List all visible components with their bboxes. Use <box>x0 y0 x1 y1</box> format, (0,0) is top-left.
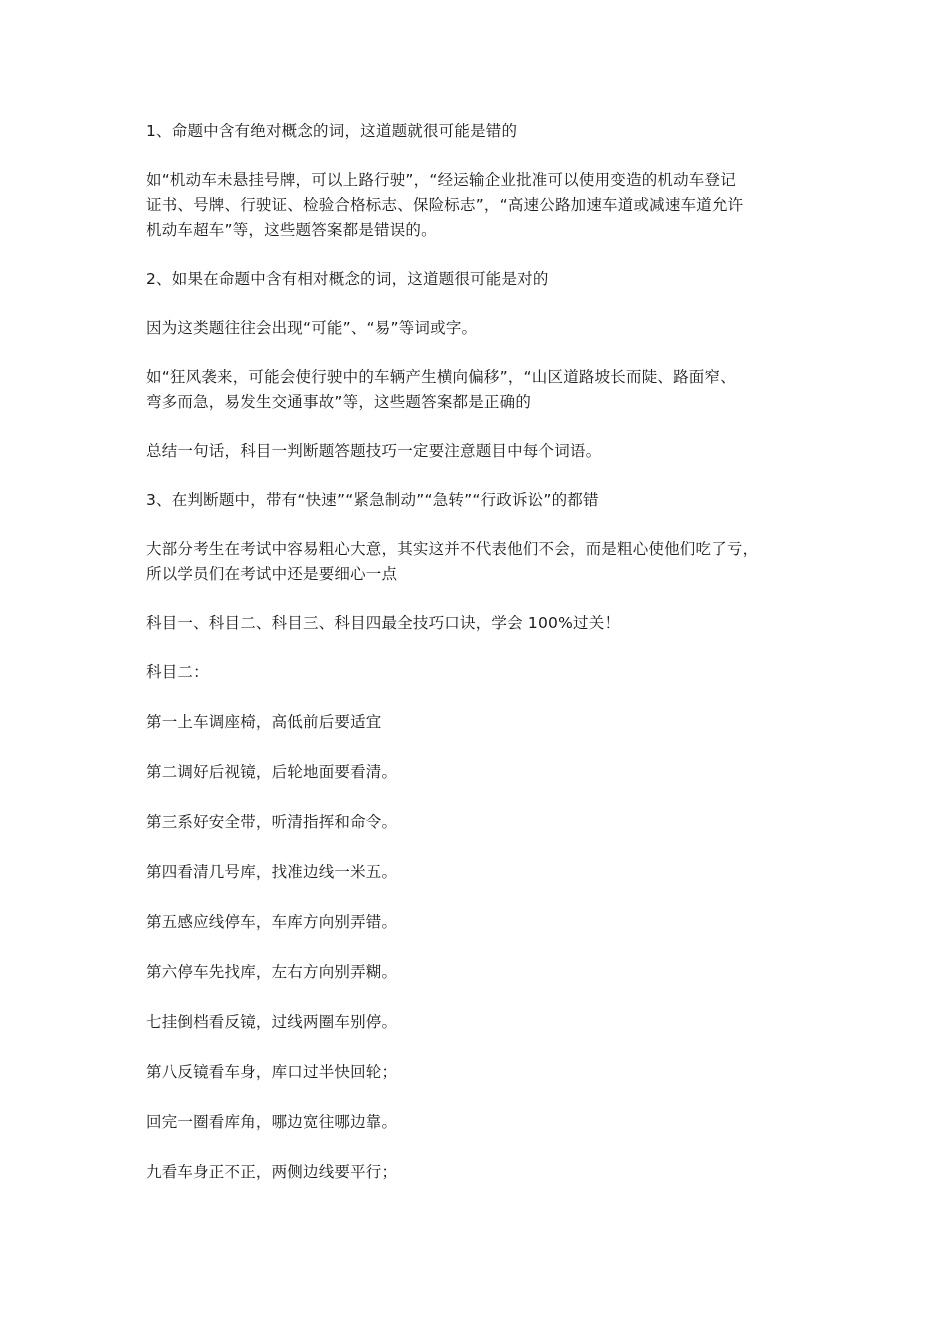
text-line: 2、如果在命题中含有相对概念的词，这道题很可能是对的 <box>146 270 549 288</box>
mnemonic-line <box>146 810 816 835</box>
mnemonic-line <box>146 1060 816 1085</box>
paragraph-summary <box>146 439 816 464</box>
text-line: 七挂倒档看反镜，过线两圈车别停。 <box>146 1013 398 1031</box>
paragraph-rule-2-reason <box>146 316 816 341</box>
paragraph-advice <box>146 537 816 587</box>
text-line: 总结一句话，科目一判断题答题技巧一定要注意题目中每个词语。 <box>146 442 602 460</box>
text-line: 机动车超车”等，这些题答案都是错误的。 <box>146 221 437 239</box>
text-line: 第八反镜看车身，库口过半快回轮； <box>146 1063 398 1081</box>
text-line: 回完一圈看库角，哪边宽往哪边靠。 <box>146 1113 398 1131</box>
mnemonic-line <box>146 1010 816 1035</box>
text-line: 九看车身正不正，两侧边线要平行； <box>146 1163 398 1181</box>
text-line: 第六停车先找库，左右方向别弄糊。 <box>146 963 398 981</box>
mnemonic-line <box>146 1110 816 1135</box>
text-line: 所以学员们在考试中还是要细心一点 <box>146 565 398 583</box>
text-line: 1、命题中含有绝对概念的词，这道题就很可能是错的 <box>146 122 518 140</box>
text-line: 因为这类题往往会出现“可能”、“易”等词或字。 <box>146 319 478 337</box>
paragraph-rule-1-heading <box>146 119 816 144</box>
text-line: 第一上车调座椅，高低前后要适宜 <box>146 713 382 731</box>
mnemonic-line <box>146 1160 816 1185</box>
paragraph-rule-3-heading <box>146 488 816 513</box>
text-line: 3、在判断题中，带有“快速”“紧急制动”“急转”“行政诉讼”的都错 <box>146 491 599 509</box>
mnemonic-line <box>146 960 816 985</box>
text-line: 第三系好安全带，听清指挥和命令。 <box>146 813 398 831</box>
text-line: 大部分考生在考试中容易粗心大意，其实这并不代表他们不会，而是粗心使他们吃了亏， <box>146 540 759 558</box>
text-line: 第二调好后视镜，后轮地面要看清。 <box>146 763 398 781</box>
mnemonic-line <box>146 760 816 785</box>
text-line: 第四看清几号库，找准边线一米五。 <box>146 863 398 881</box>
paragraph-section-intro <box>146 611 816 636</box>
text-line: 如“机动车未悬挂号牌，可以上路行驶”，“经运输企业批准可以使用变造的机动车登记 <box>146 171 736 189</box>
paragraph-rule-2-examples <box>146 365 816 415</box>
paragraph-rule-2-heading <box>146 267 816 292</box>
text-line: 科目二： <box>146 663 209 681</box>
document-body <box>146 119 816 1210</box>
text-line: 证书、号牌、行驶证、检验合格标志、保险标志”，“高速公路加速车道或减速车道允许 <box>146 196 744 214</box>
text-line: 第五感应线停车，车库方向别弄错。 <box>146 913 398 931</box>
text-line: 科目一、科目二、科目三、科目四最全技巧口诀，学会 100%过关！ <box>146 614 621 632</box>
mnemonic-line <box>146 860 816 885</box>
mnemonic-line <box>146 910 816 935</box>
mnemonic-line <box>146 710 816 735</box>
paragraph-rule-1-examples <box>146 168 816 243</box>
text-line: 弯多而急，易发生交通事故”等，这些题答案都是正确的 <box>146 393 532 411</box>
text-line: 如“狂风袭来，可能会使行驶中的车辆产生横向偏移”，“山区道路坡长而陡、路面窄、 <box>146 368 736 386</box>
section-heading-subject-2 <box>146 660 816 685</box>
